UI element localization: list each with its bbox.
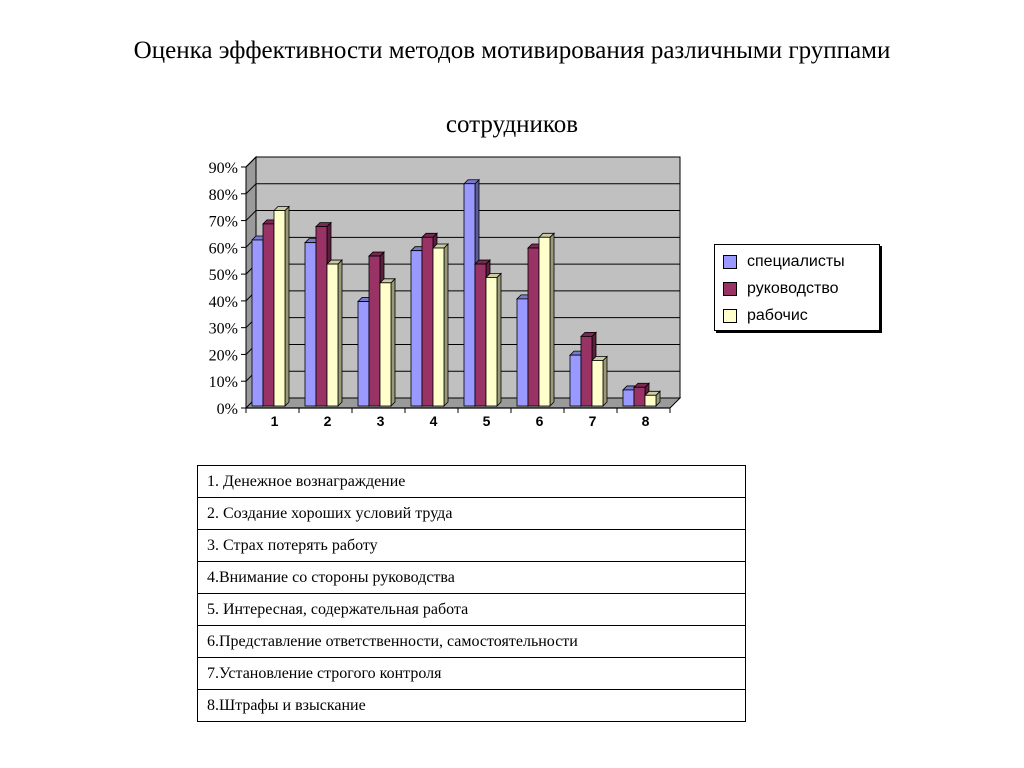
method-cell: 1. Денежное вознаграждение (198, 466, 746, 498)
table-row (198, 594, 746, 626)
x-tick-label: 3 (376, 413, 385, 429)
x-tick-label: 2 (323, 413, 332, 429)
method-cell: 6.Представление ответственности, самостоятельности (198, 626, 746, 658)
methods-table (197, 465, 746, 722)
title-line-1: Оценка эффективности методов мотивирования различными группами (133, 37, 891, 64)
bar-side (603, 356, 607, 406)
table-row (198, 530, 746, 562)
x-tick-label: 4 (429, 413, 438, 429)
bar (252, 240, 263, 406)
bar (274, 211, 285, 406)
y-tick-label: 90% (208, 160, 238, 177)
y-tick-label: 80% (208, 186, 238, 204)
method-cell: 2. Создание хороших условий труда (198, 498, 746, 530)
method-cell: 8.Штрафы и взыскание (198, 690, 746, 722)
x-tick-label: 8 (641, 413, 650, 429)
table-row (198, 562, 746, 594)
legend-item-management (723, 279, 839, 299)
bar (422, 237, 433, 406)
x-tick-label: 5 (482, 413, 491, 429)
bar (623, 390, 634, 406)
table-row (198, 498, 746, 530)
bar (327, 264, 338, 406)
bar (517, 299, 528, 406)
legend-swatch (723, 255, 737, 269)
bar-side (550, 233, 554, 406)
bar-side (444, 244, 448, 406)
title-line-2: сотрудников (445, 111, 579, 138)
bar (570, 355, 581, 406)
table-row (198, 626, 746, 658)
table-row (198, 690, 746, 722)
method-cell: 5. Интересная, содержательная работа (198, 594, 746, 626)
bar (316, 227, 327, 406)
bar (263, 224, 274, 406)
legend-label: руководство (747, 280, 839, 297)
bar (539, 237, 550, 406)
bar (358, 302, 369, 406)
x-tick-label: 1 (270, 413, 279, 429)
bar (380, 283, 391, 406)
table-row (198, 466, 746, 498)
bar-side (285, 207, 289, 406)
legend-label: рабочис (747, 307, 808, 324)
legend-label: специалисты (747, 253, 845, 270)
table-row (198, 658, 746, 690)
bar (369, 256, 380, 406)
bar (475, 264, 486, 406)
y-tick-label: 50% (208, 267, 238, 285)
y-tick-label: 10% (208, 374, 238, 392)
chart-legend (714, 244, 880, 331)
bar (411, 251, 422, 406)
y-tick-label: 60% (208, 240, 238, 258)
bar (464, 184, 475, 406)
method-cell: 3. Страх потерять работу (198, 530, 746, 562)
bar (528, 248, 539, 406)
x-tick-label: 6 (535, 413, 544, 429)
bar (592, 360, 603, 406)
method-cell: 7.Установление строгого контроля (198, 658, 746, 690)
bar-side (338, 260, 342, 406)
bar (305, 243, 316, 406)
bar (634, 387, 645, 406)
x-tick-label: 7 (588, 413, 597, 429)
legend-item-specialists (723, 252, 845, 272)
bar (581, 336, 592, 406)
bar (486, 277, 497, 406)
legend-swatch (723, 282, 737, 296)
legend-swatch (723, 309, 737, 323)
y-tick-label: 30% (208, 320, 238, 338)
bar (645, 395, 656, 406)
y-tick-label: 0% (216, 401, 238, 418)
y-tick-label: 70% (208, 213, 238, 231)
bar (433, 248, 444, 406)
y-tick-label: 40% (208, 293, 238, 311)
method-cell: 4.Внимание со стороны руководства (198, 562, 746, 594)
legend-item-workers (723, 306, 808, 326)
y-tick-label: 20% (208, 347, 238, 365)
bar-side (391, 279, 395, 406)
bar-side (497, 273, 501, 406)
